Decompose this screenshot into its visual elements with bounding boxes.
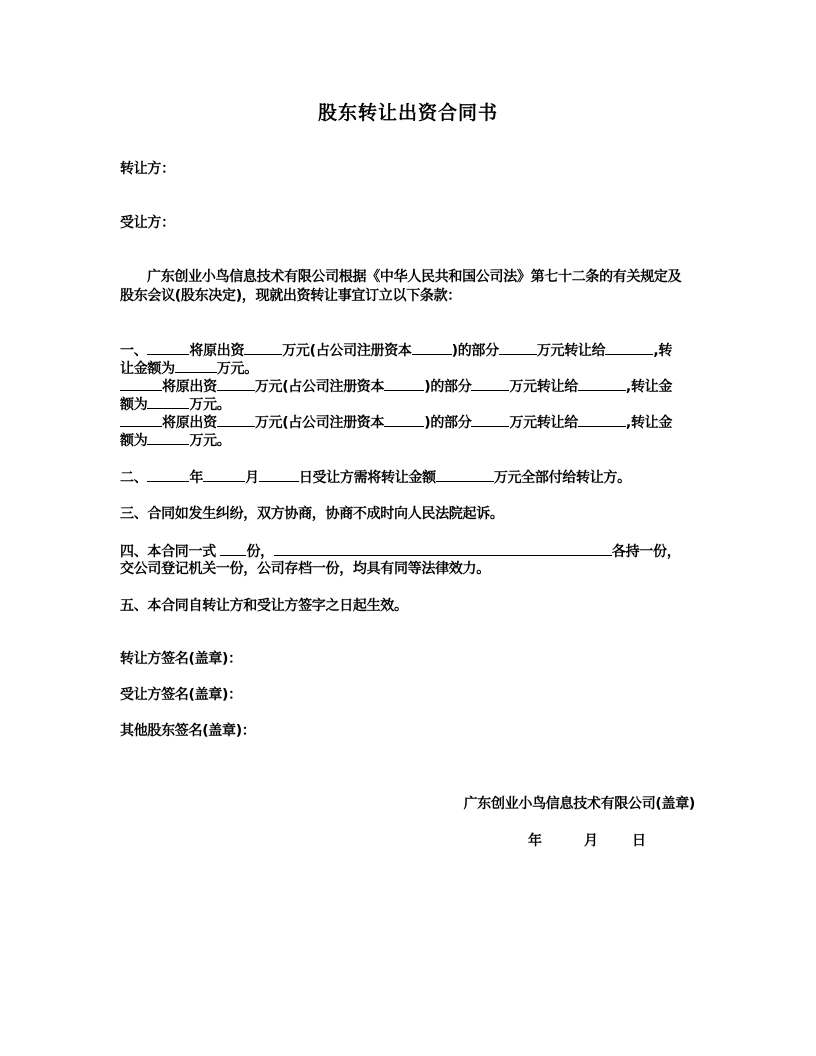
clause-1-prefix: 一、	[120, 343, 148, 359]
transferee-signature-label: 受让方签名(盖章)：	[120, 687, 242, 703]
preamble-line-2: 股东会议(股东决定)，现就出资转让事宜订立以下条款：	[120, 288, 461, 304]
clause-text: 年	[189, 470, 204, 486]
clause-text: )的部分	[451, 343, 499, 359]
transferee-label: 受让方：	[120, 215, 175, 231]
clause-text: 四、本合同一式	[120, 544, 216, 560]
blank-field	[499, 341, 537, 355]
clause-2-prefix: 二、	[120, 470, 148, 486]
clause-text: 万元。	[189, 433, 231, 449]
blank-field	[471, 377, 509, 391]
clause-text: 万元(占公司注册资本	[282, 343, 412, 359]
clause-5: 五、本合同自转让方和受让方签字之日起生效。	[120, 598, 408, 614]
clause-4-line-1	[120, 542, 680, 561]
blank-field	[147, 395, 189, 409]
clause-text: ,转	[653, 343, 673, 359]
document-title: 股东转让出资合同书	[317, 102, 498, 124]
clause-1-line-6	[120, 431, 231, 450]
clause-1-line-1	[120, 341, 672, 360]
blank-field	[147, 431, 189, 445]
clause-1-line-4	[120, 395, 231, 414]
blank-field	[217, 377, 255, 391]
blank-field	[259, 468, 299, 482]
clause-text: )的部分	[424, 415, 472, 431]
clause-text: 月	[245, 470, 259, 486]
blank-field	[175, 359, 217, 373]
clause-1-line-3	[120, 377, 672, 396]
clause-text: 将原出资	[162, 415, 217, 431]
clause-1-line-5	[120, 413, 672, 432]
clause-text: 将原出资	[162, 379, 217, 395]
blank-field	[147, 341, 189, 355]
clause-text: 万元(占公司注册资本	[254, 379, 385, 395]
blank-field	[471, 413, 509, 427]
clause-text: 各持一份，	[611, 544, 681, 560]
clause-text: )的部分	[424, 379, 472, 395]
blank-field	[578, 377, 626, 391]
clause-text: 万元转让给	[509, 415, 578, 431]
clause-3: 三、合同如发生纠纷，双方协商，协商不成时向人民法院起诉。	[120, 506, 504, 522]
date-day: 日	[632, 833, 646, 849]
clause-text: 日受让方需将转让金额	[298, 470, 436, 486]
blank-field	[120, 377, 162, 391]
clause-text: 万元转让给	[536, 343, 606, 359]
clause-text: 万元。	[189, 397, 231, 413]
date-month: 月	[584, 833, 598, 849]
blank-field	[220, 542, 246, 556]
clause-text: 份，	[246, 544, 274, 560]
clause-text: 将原出资	[189, 343, 245, 359]
clause-text: 万元转让给	[509, 379, 578, 395]
blank-field	[147, 468, 189, 482]
transferor-signature-label: 转让方签名(盖章)：	[120, 651, 242, 667]
preamble-line-1: 广东创业小鸟信息技术有限公司根据《中华人民共和国公司法》第七十二条的有关规定及	[147, 269, 682, 285]
clause-text: 让金额为	[120, 361, 175, 377]
blank-field	[605, 341, 653, 355]
blank-field	[412, 341, 452, 355]
blank-field	[244, 341, 282, 355]
blank-field	[384, 413, 424, 427]
blank-field	[436, 468, 494, 482]
blank-field	[578, 413, 626, 427]
blank-field	[120, 413, 162, 427]
clause-1-line-2	[120, 359, 258, 378]
clause-text: 额为	[120, 397, 148, 413]
clause-text: 万元。	[216, 361, 258, 377]
clause-text: ,转让金	[625, 379, 673, 395]
blank-field	[274, 542, 612, 556]
clause-2	[120, 468, 631, 487]
blank-field	[384, 377, 424, 391]
date-year: 年	[528, 833, 542, 849]
clause-4-line-2: 交公司登记机关一份，公司存档一份，均具有同等法律效力。	[120, 561, 490, 577]
transferor-label: 转让方：	[120, 161, 175, 177]
blank-field	[203, 468, 245, 482]
clause-text: 万元全部付给转让方。	[493, 470, 631, 486]
clause-text: 万元(占公司注册资本	[254, 415, 385, 431]
other-shareholders-signature-label: 其他股东签名(盖章)：	[120, 723, 256, 739]
clause-text: 额为	[120, 433, 148, 449]
company-seal-line: 广东创业小鸟信息技术有限公司(盖章)	[463, 796, 695, 812]
clause-text: ,转让金	[625, 415, 673, 431]
blank-field	[217, 413, 255, 427]
